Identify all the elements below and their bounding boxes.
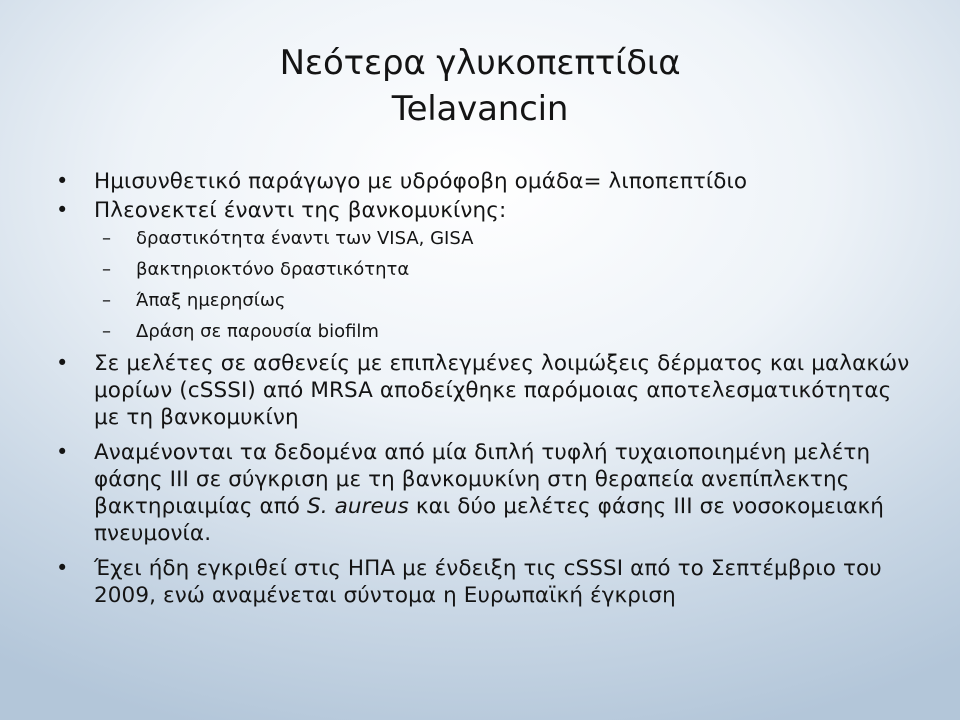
dash-icon: –: [102, 228, 111, 249]
bullet-icon: •: [56, 169, 69, 193]
bullet-text: Σε μελέτες σε ασθενείς με επιπλεγμένες λοιμώξεις δέρματος και μαλακών μορίων (cSSSI) από MRSA αποδείχθηκε παρόμοιας αποτελεσματικότητας με τη βανκομυκίνη: [94, 351, 910, 430]
slide-title: [0, 40, 960, 132]
bullet-item: [56, 197, 916, 224]
sub-bullet-item: [56, 319, 916, 344]
sub-bullet-item: [56, 257, 916, 282]
bullet-text: Έχει ήδη εγκριθεί στις ΗΠΑ με ένδειξη τις cSSSI από το Σεπτέμβριο του 2009, ενώ αναμένεται σύντομα η Ευρωπαϊκή έγκριση: [94, 556, 882, 608]
sub-bullet-text: Άπαξ ημερησίως: [136, 290, 286, 311]
organism-name: S. aureus: [307, 494, 409, 519]
sub-bullet-text: δραστικότητα έναντι των VISA, GISA: [136, 228, 474, 249]
bullet-item: [56, 350, 916, 431]
sub-bullet-item: [56, 226, 916, 251]
title-line-1: Νεότερα γλυκοπεπτίδια: [279, 43, 681, 83]
sub-bullet-text: Δράση σε παρουσία biofilm: [136, 321, 379, 342]
bullet-text: [94, 440, 884, 546]
bullet-icon: •: [56, 351, 69, 375]
bullet-icon: •: [56, 556, 69, 580]
sub-bullet-item: [56, 288, 916, 313]
bullet-item: [56, 555, 916, 609]
bullet-icon: •: [56, 198, 69, 222]
bullet-text-part: Αναμένονται τα δεδομένα από μία διπλή τυφλή τυχαιοποιημένη μελέτη φάσης ΙΙΙ σε σύγκριση με τη βανκομυκίνη στη θεραπεία ανεπίπλεκτης βακτηριαιμίας από: [94, 440, 871, 519]
sub-bullet-text: βακτηριοκτόνο δραστικότητα: [136, 259, 410, 280]
bullet-icon: •: [56, 440, 69, 464]
slide-body: [56, 168, 916, 617]
bullet-text-part: και δύο μελέτες φάσης ΙΙΙ σε νοσοκομειακή πνευμονία.: [94, 494, 884, 546]
bullet-text: Πλεονεκτεί έναντι της βανκομυκίνης:: [94, 198, 507, 223]
bullet-text: Ημισυνθετικό παράγωγο με υδρόφοβη ομάδα= λιποπεπτίδιο: [94, 169, 748, 194]
bullet-item: [56, 439, 916, 547]
dash-icon: –: [102, 259, 111, 280]
dash-icon: –: [102, 290, 111, 311]
bullet-item: [56, 168, 916, 195]
dash-icon: –: [102, 321, 111, 342]
title-line-2: Telavancin: [391, 89, 569, 129]
